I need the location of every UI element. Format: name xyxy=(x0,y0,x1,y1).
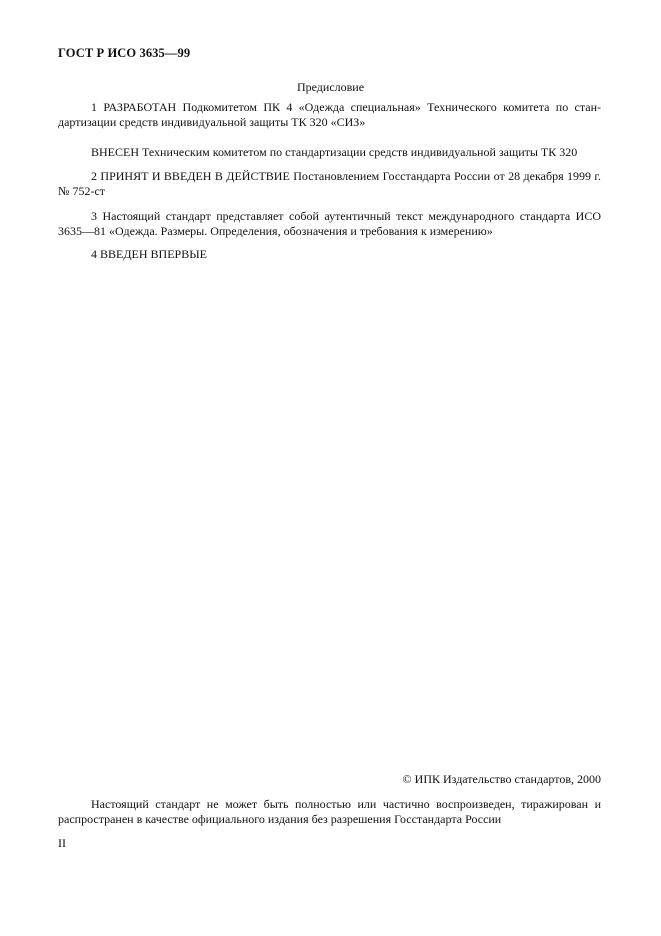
preface-paragraph-authentic-text: 3 Настоящий стандарт представляет собой аутентичный текст международного стандарта ИСО 3635—81 «Одежда. Размеры. Определения, обозначения и требования к измерению» xyxy=(58,209,601,238)
document-code: ГОСТ Р ИСО 3635—99 xyxy=(58,46,191,60)
preface-title: Предисловие xyxy=(296,80,365,94)
preface-paragraph-developed: 1 РАЗРАБОТАН Подкомитетом ПК 4 «Одежда специальная» Технического комитета по стан-дартизации средств индивидуальной защиты ТК 320 «СИЗ» xyxy=(58,100,601,129)
reproduction-notice: Настоящий стандарт не может быть полностью или частично воспроизведен, тиражирован и распространен в качестве официального издания без разрешения Госстандарта России xyxy=(58,797,601,826)
preface-paragraph-adopted: 2 ПРИНЯТ И ВВЕДЕН В ДЕЙСТВИЕ Постановлением Госстандарта России от 28 декабря 1999 г. № 752-ст xyxy=(58,169,601,198)
preface-paragraph-first-introduced: 4 ВВЕДЕН ВПЕРВЫЕ xyxy=(91,247,207,261)
copyright-line: © ИПК Издательство стандартов, 2000 xyxy=(402,772,601,786)
page-number: II xyxy=(58,836,66,850)
preface-paragraph-introduced: ВНЕСЕН Техническим комитетом по стандартизации средств индивидуальной защиты ТК 320 xyxy=(91,145,578,159)
